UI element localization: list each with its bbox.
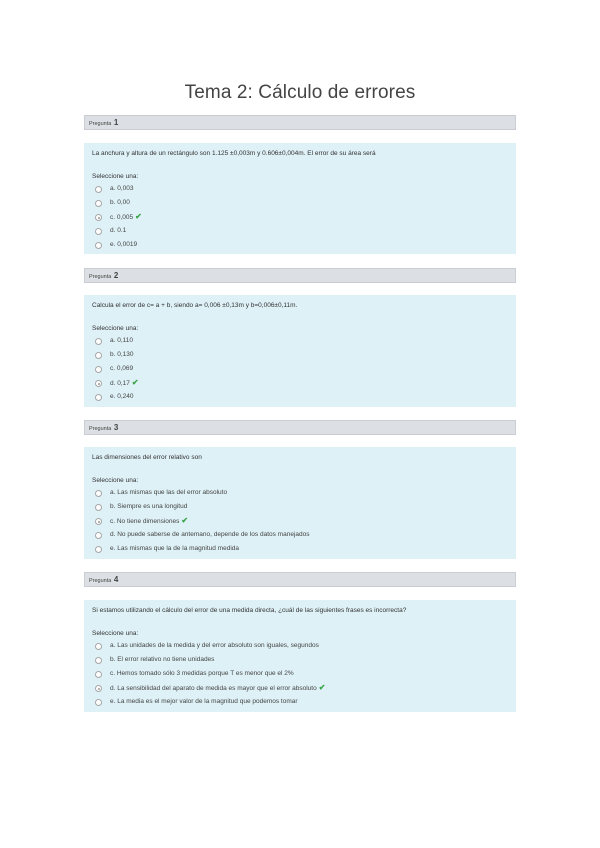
radio-button[interactable] [95,671,102,678]
radio-button[interactable] [95,186,102,193]
question-body [84,143,516,254]
question-label: Pregunta [89,426,112,432]
answer-option[interactable] [92,334,508,348]
radio-button[interactable] [95,352,102,359]
option-label: c. Hemos tomado sólo 3 medidas porque T es menor que el 2% [110,670,294,677]
answer-option[interactable] [92,376,508,390]
answer-option[interactable] [92,695,508,709]
check-icon: ✔ [135,212,142,221]
option-label: b. Siempre es una longitud [110,503,188,510]
question-text: La anchura y altura de un rectángulo son 1.125 ±0,003m y 0.606±0,004m. El error de su área será [92,150,376,157]
radio-button[interactable] [95,228,102,235]
radio-button[interactable] [95,200,102,207]
check-icon: ✔ [318,683,326,692]
option-label: a. 0,110 [110,337,134,344]
radio-button[interactable] [95,380,102,387]
radio-button[interactable] [95,546,102,553]
radio-button[interactable] [95,394,102,401]
question-body [84,295,516,407]
answer-option[interactable] [92,653,508,667]
option-label: d. 0.1 [110,227,127,234]
radio-button[interactable] [95,490,102,497]
option-label: e. La media es el mejor valor de la magnitud que podemos tomar [110,698,298,705]
radio-button[interactable] [95,643,102,650]
answer-option[interactable] [92,667,508,681]
question-text: Calcula el error de c= a + b, siendo a= 0,006 ±0,13m y b=0,006±0,11m. [92,302,298,309]
answer-option[interactable] [92,390,508,404]
option-label: b. 0,130 [110,351,134,358]
select-prompt: Seleccione una: [92,630,139,637]
question-number: 3 [113,423,119,432]
option-label: d. No puede saberse de antemano, depende de los datos manejados [110,531,310,538]
answer-option[interactable] [92,542,508,556]
option-label: c. 0,069 [110,365,134,372]
question-label: Pregunta [89,578,112,584]
question-header [84,268,516,283]
radio-button[interactable] [95,699,102,706]
option-label: a. 0,003 [110,185,134,192]
answer-option[interactable] [92,238,508,252]
answer-option[interactable] [92,681,508,695]
answer-option[interactable] [92,196,508,210]
answer-option[interactable] [92,486,508,500]
page-title: Tema 2: Cálculo de errores [184,82,416,103]
answer-option[interactable] [92,224,508,238]
answer-option[interactable] [92,362,508,376]
option-label: d. La sensibilidad del aparato de medida es mayor que el error absoluto [110,685,317,692]
select-prompt: Seleccione una: [92,173,139,180]
select-prompt: Seleccione una: [92,477,139,484]
question-label: Pregunta [89,274,112,280]
option-label: a. Las unidades de la medida y del error absoluto son iguales, segundos [110,642,319,649]
radio-button[interactable] [95,685,102,692]
option-label: e. 0,0019 [110,241,138,248]
select-prompt: Seleccione una: [92,325,139,332]
radio-button[interactable] [95,504,102,511]
option-label: b. El error relativo no tiene unidades [110,656,215,663]
answer-option[interactable] [92,500,508,514]
question-number: 2 [113,271,119,280]
answer-option[interactable] [92,528,508,542]
radio-button[interactable] [95,366,102,373]
radio-button[interactable] [95,532,102,539]
question-label: Pregunta [89,121,112,127]
answer-option[interactable] [92,210,508,224]
question-body [84,600,516,712]
answer-option[interactable] [92,348,508,362]
check-icon: ✔ [131,378,139,387]
radio-button[interactable] [95,214,102,221]
option-label: a. Las mismas que las del error absoluto [110,489,228,496]
check-icon: ✔ [181,516,189,525]
question-text: Si estamos utilizando el cálculo del error de una medida directa, ¿cuál de las siguientes frases es incorrecta? [92,607,407,614]
option-label: e. 0,240 [110,393,134,400]
radio-button[interactable] [95,657,102,664]
radio-button[interactable] [95,242,102,249]
radio-button[interactable] [95,518,102,525]
question-number: 1 [113,118,119,127]
answer-option[interactable] [92,514,508,528]
option-label: e. Las mismas que la de la magnitud medida [110,545,239,552]
question-text: Las dimensiones del error relativo son [92,454,202,461]
question-header [84,115,516,130]
option-label: c. No tiene dimensiones [110,518,180,525]
question-header [84,420,516,435]
question-header [84,572,516,587]
option-label: b. 0,00 [110,199,130,206]
radio-button[interactable] [95,338,102,345]
question-body [84,447,516,559]
option-label: c. 0,005 [110,214,134,221]
question-number: 4 [113,575,119,584]
answer-option[interactable] [92,639,508,653]
answer-option[interactable] [92,182,508,196]
option-label: d. 0,17 [110,380,130,387]
